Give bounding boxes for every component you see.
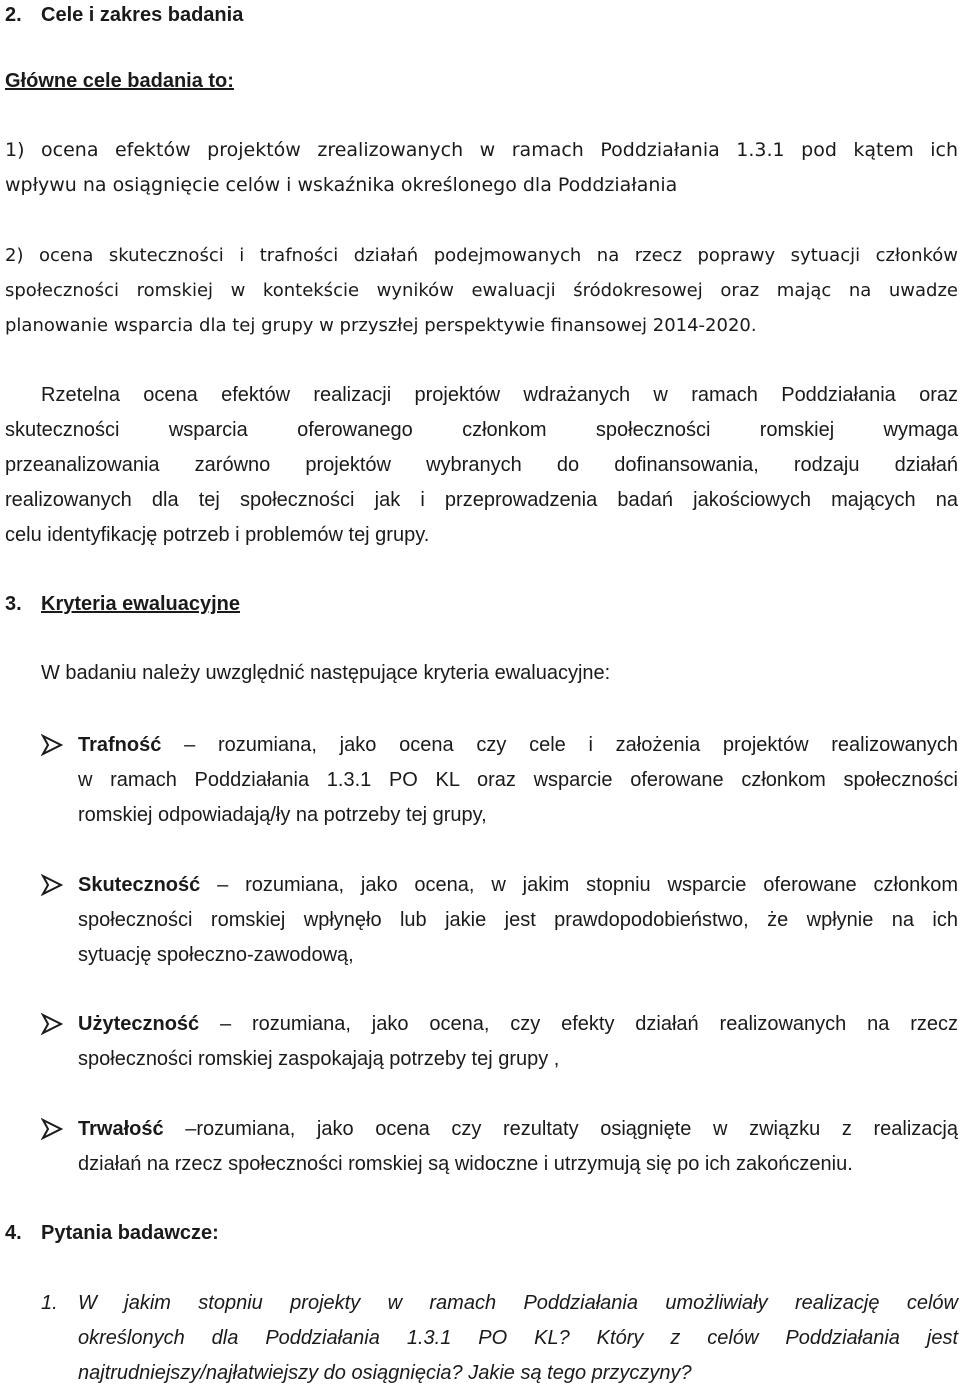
arrow-bullet-icon: [41, 734, 63, 756]
paragraph-line: przeanalizowania zarówno projektów wybranych do dofinansowania, rodzaju działań: [5, 454, 958, 476]
goal-2-line: społeczności romskiej w kontekście wyników ewaluacji śródokresowej oraz mając na uwadze: [5, 280, 958, 301]
goal-2-line: 2) ocena skuteczności i trafności działań podejmowanych na rzecz poprawy sytuacji członków: [5, 245, 958, 266]
criterion-line: społeczności romskiej wpłynęło lub jakie jest prawdopodobieństwo, że wpłynie na ich: [78, 909, 958, 931]
goal-1-line: 1) ocena efektów projektów zrealizowanych w ramach Poddziałania 1.3.1 pod kątem ich: [5, 139, 958, 161]
goals-heading: Główne cele badania to:: [5, 70, 234, 92]
criterion-line: – rozumiana, jako ocena, czy efekty działań realizowanych na rzecz: [199, 1013, 958, 1035]
arrow-bullet-icon: [41, 1013, 63, 1035]
section-3-heading: Kryteria ewaluacyjne: [41, 593, 240, 615]
goal-1: [5, 133, 958, 203]
question-1: [78, 1286, 958, 1391]
criterion-term: Użyteczność: [78, 1013, 200, 1035]
section-2-number: 2.: [5, 4, 22, 26]
section-4-number: 4.: [5, 1222, 22, 1244]
paragraph-line: Rzetelna ocena efektów realizacji projektów wdrażanych w ramach Poddziałania oraz: [41, 384, 958, 406]
paragraph-line: skuteczności wsparcia oferowanego członkom społeczności romskiej wymaga: [5, 419, 958, 441]
criterion-line: w ramach Poddziałania 1.3.1 PO KL oraz wsparcie oferowane członkom społeczności: [78, 769, 958, 791]
arrow-bullet-icon: [41, 874, 63, 896]
criterion-term: Trafność: [78, 734, 162, 756]
question-1-number: 1.: [41, 1292, 58, 1314]
criterion-uzytecznosc: [78, 1007, 958, 1077]
criterion-skutecznosc: [78, 868, 958, 973]
paragraph-rzetelna: [5, 378, 958, 553]
criterion-line: – rozumiana, jako ocena, w jakim stopniu wsparcie oferowane członkom: [200, 874, 958, 896]
criterion-line: sytuację społeczno-zawodową,: [78, 944, 354, 966]
criterion-trwalosc: [78, 1112, 958, 1182]
paragraph-line: realizowanych dla tej społeczności jak i przeprowadzenia badań jakościowych mających na: [5, 489, 958, 511]
paragraph-line: celu identyfikację potrzeb i problemów tej grupy.: [5, 524, 430, 546]
criterion-term: Trwałość: [78, 1118, 164, 1140]
question-line: najtrudniejszy/najłatwiejszy do osiągnięcia? Jakie są tego przyczyny?: [78, 1362, 692, 1384]
criterion-line: romskiej odpowiadają/ły na potrzeby tej grupy,: [78, 804, 487, 826]
criterion-term: Skuteczność: [78, 874, 201, 896]
goal-2-line: planowanie wsparcia dla tej grupy w przyszłej perspektywie finansowej 2014-2020.: [5, 315, 757, 336]
section-3-number: 3.: [5, 593, 22, 615]
criterion-line: społeczności romskiej zaspokajają potrzeby tej grupy ,: [78, 1048, 560, 1070]
criterion-line: –rozumiana, jako ocena czy rezultaty osiągnięte w związku z realizacją: [163, 1118, 958, 1140]
goal-1-line: wpływu na osiągnięcie celów i wskaźnika określonego dla Poddziałania: [5, 174, 678, 196]
criterion-line: – rozumiana, jako ocena czy cele i założenia projektów realizowanych: [161, 734, 958, 756]
question-line: określonych dla Poddziałania 1.3.1 PO KL? Który z celów Poddziałania jest: [78, 1327, 958, 1349]
arrow-bullet-icon: [41, 1118, 63, 1140]
question-line: W jakim stopniu projekty w ramach Poddziałania umożliwiały realizację celów: [78, 1292, 958, 1314]
section-2-heading: Cele i zakres badania: [41, 4, 244, 26]
criterion-line: działań na rzecz społeczności romskiej są widoczne i utrzymują się po ich zakończeniu.: [78, 1153, 853, 1175]
goal-2: [5, 238, 958, 343]
criteria-intro: W badaniu należy uwzględnić następujące kryteria ewaluacyjne:: [41, 662, 611, 684]
section-4-heading: Pytania badawcze:: [41, 1222, 219, 1244]
criterion-trafnosc: [78, 728, 958, 833]
